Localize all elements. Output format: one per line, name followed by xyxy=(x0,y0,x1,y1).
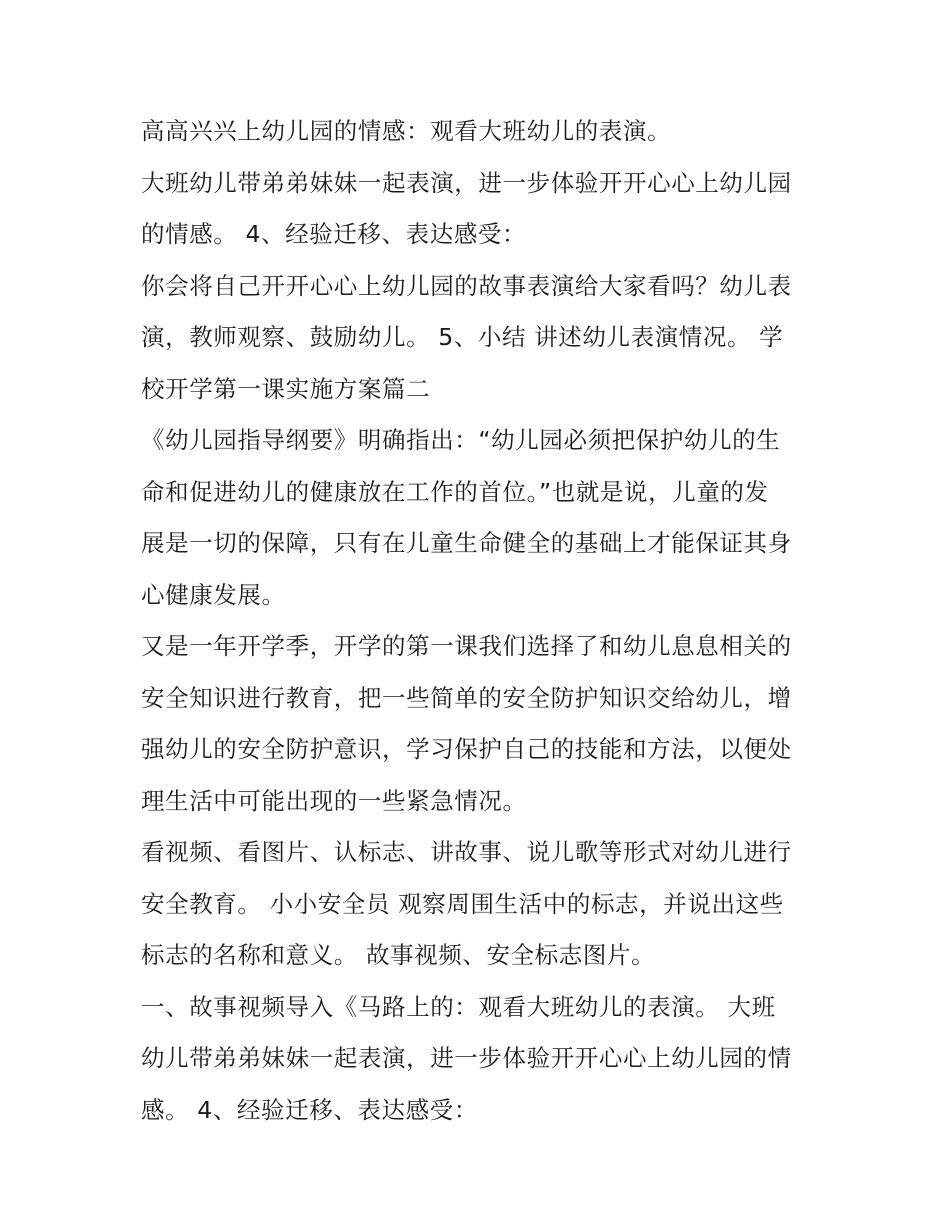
text-line: 强幼儿的安全防护意识，学习保护自己的技能和方法，以便处 xyxy=(141,735,792,763)
text-line: 安全知识进行教育，把一些简单的安全防护知识交给幼儿，增 xyxy=(141,683,792,712)
text-line: 校开学第一课实施方案篇二 xyxy=(141,374,431,403)
text-line: 你会将自己开开心心上幼儿园的故事表演给大家看吗？幼儿表 xyxy=(141,271,792,300)
text-line: 安全教育。 小小安全员 观察周围生活中的标志，并说出这些 xyxy=(141,889,784,918)
paragraph-4 xyxy=(141,415,821,621)
text-line: 又是一年开学季，开学的第一课我们选择了和幼儿息息相关的 xyxy=(141,632,792,660)
text-line: 理生活中可能出现的一些紧急情况。 xyxy=(141,786,527,815)
text-line: 的情感。 4、经验迁移、表达感受： xyxy=(141,220,527,248)
text-line: 演，教师观察、鼓励幼儿。 5、小结 讲述幼儿表演情况。 学 xyxy=(141,323,784,351)
text-line: 心健康发展。 xyxy=(141,580,286,609)
text-line: 看视频、看图片、认标志、讲故事、说儿歌等形式对幼儿进行 xyxy=(141,838,792,866)
paragraph-3 xyxy=(141,261,821,416)
paragraph-2 xyxy=(141,158,821,261)
paragraph-1 xyxy=(141,106,821,158)
text-line: 一、故事视频导入《马路上的：观看大班幼儿的表演。 大班 xyxy=(141,992,776,1021)
text-line: 高高兴兴上幼儿园的情感：观看大班幼儿的表演。 xyxy=(141,117,672,145)
paragraph-6 xyxy=(141,827,821,982)
text-line: 感。 4、经验迁移、表达感受： xyxy=(141,1095,478,1124)
text-line: 大班幼儿带弟弟妹妹一起表演，进一步体验开开心心上幼儿园 xyxy=(141,168,792,197)
paragraph-5 xyxy=(141,621,821,827)
text-line: 命和促进幼儿的健康放在工作的首位。”也就是说，儿童的发 xyxy=(141,477,769,506)
text-line: 幼儿带弟弟妹妹一起表演，进一步体验开开心心上幼儿园的情 xyxy=(141,1044,792,1072)
paragraph-7 xyxy=(141,982,821,1137)
text-line: 《幼儿园指导纲要》明确指出：“幼儿园必须把保护幼儿的生 xyxy=(141,426,781,454)
text-line: 展是一切的保障，只有在儿童生命健全的基础上才能保证其身 xyxy=(141,529,792,557)
document-body xyxy=(141,106,821,1136)
text-line: 标志的名称和意义。 故事视频、安全标志图片。 xyxy=(141,941,656,969)
